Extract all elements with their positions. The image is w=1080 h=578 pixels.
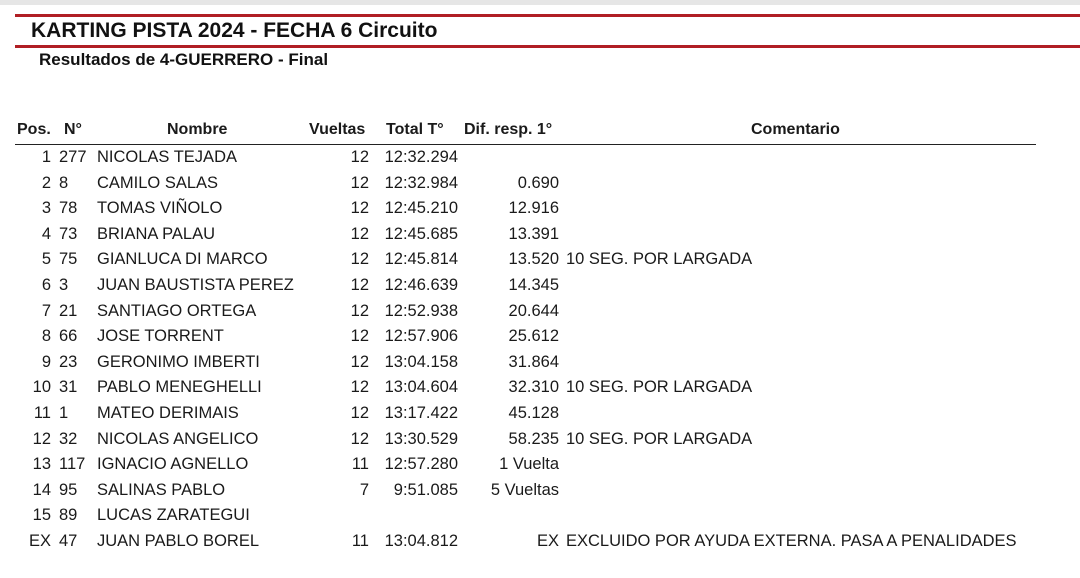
header-laps: Vueltas <box>309 121 366 138</box>
cell-pos: 15 <box>32 506 51 525</box>
cell-num: 32 <box>59 429 78 448</box>
top-bar <box>0 0 1080 5</box>
cell-num: 8 <box>59 173 69 192</box>
table-row <box>0 222 1080 248</box>
cell-name: JUAN PABLO BOREL <box>97 531 259 550</box>
cell-diff: 1 Vuelta <box>499 455 559 474</box>
cell-total-time: 13:04.158 <box>384 352 458 371</box>
table-row <box>0 427 1080 453</box>
cell-num: 3 <box>59 275 69 294</box>
cell-laps: 7 <box>359 480 369 499</box>
cell-name: MATEO DERIMAIS <box>97 403 239 422</box>
cell-num: 1 <box>59 403 69 422</box>
cell-pos: 6 <box>41 275 51 294</box>
table-row <box>0 273 1080 299</box>
cell-pos: 5 <box>41 250 51 269</box>
cell-num: 66 <box>59 327 78 346</box>
cell-pos: 1 <box>41 148 51 166</box>
cell-name: JOSE TORRENT <box>97 327 224 346</box>
cell-total-time: 12:45.210 <box>384 199 458 218</box>
cell-laps: 12 <box>350 352 369 371</box>
cell-num: 75 <box>59 250 78 269</box>
cell-comment: 10 SEG. POR LARGADA <box>566 429 753 448</box>
header-comment: Comentario <box>751 121 840 138</box>
cell-diff: 25.612 <box>508 327 559 346</box>
cell-pos: 7 <box>41 301 51 320</box>
cell-laps: 12 <box>350 173 369 192</box>
cell-name: GERONIMO IMBERTI <box>97 352 260 371</box>
table-row <box>0 324 1080 350</box>
cell-laps: 11 <box>351 455 369 474</box>
cell-comment: EXCLUIDO POR AYUDA EXTERNA. PASA A PENALIDADES <box>566 531 1017 550</box>
cell-diff: 12.916 <box>508 199 559 218</box>
cell-total-time: 12:32.984 <box>384 173 458 192</box>
results-table-body <box>0 145 1080 555</box>
cell-laps: 12 <box>350 275 369 294</box>
header-diff: Dif. resp. 1° <box>464 121 553 138</box>
cell-pos: 3 <box>41 199 51 218</box>
cell-name: PABLO MENEGHELLI <box>97 378 262 397</box>
table-row <box>0 503 1080 529</box>
cell-num: 95 <box>59 480 78 499</box>
page-subtitle: Resultados de 4-GUERRERO - Final <box>39 50 329 69</box>
cell-name: JUAN BAUSTISTA PEREZ <box>97 275 294 294</box>
cell-total-time: 12:46.639 <box>384 275 458 294</box>
cell-diff: 31.864 <box>508 352 559 371</box>
table-row <box>0 145 1080 171</box>
cell-pos: 12 <box>32 429 51 448</box>
cell-diff: EX <box>536 531 559 550</box>
table-row <box>0 247 1080 273</box>
cell-name: NICOLAS TEJADA <box>97 148 237 166</box>
cell-num: 47 <box>59 531 78 550</box>
cell-laps: 12 <box>350 429 369 448</box>
cell-diff: 45.128 <box>508 403 559 422</box>
cell-diff: 14.345 <box>508 275 559 294</box>
cell-total-time: 9:51.085 <box>393 480 458 499</box>
cell-diff: 58.235 <box>508 429 559 448</box>
cell-total-time: 12:57.906 <box>384 327 458 346</box>
cell-total-time: 13:17.422 <box>384 403 458 422</box>
table-row <box>0 350 1080 376</box>
header-pos: Pos. <box>17 121 51 138</box>
cell-num: 117 <box>59 455 86 474</box>
cell-diff: 13.520 <box>508 250 559 269</box>
cell-pos: 10 <box>32 378 51 397</box>
cell-pos: 4 <box>41 224 51 243</box>
cell-comment: 10 SEG. POR LARGADA <box>566 250 753 269</box>
cell-total-time: 13:04.604 <box>384 378 458 397</box>
cell-total-time: 13:30.529 <box>384 429 458 448</box>
cell-total-time: 12:57.280 <box>384 455 458 474</box>
cell-name: SALINAS PABLO <box>97 480 226 499</box>
cell-diff: 32.310 <box>508 378 559 397</box>
cell-num: 21 <box>59 301 78 320</box>
table-row <box>0 529 1080 555</box>
cell-num: 31 <box>59 378 78 397</box>
table-row <box>0 196 1080 222</box>
cell-pos: EX <box>28 531 51 550</box>
cell-num: 277 <box>59 148 87 166</box>
cell-pos: 2 <box>41 173 51 192</box>
cell-name: NICOLAS ANGELICO <box>97 429 259 448</box>
cell-comment: 10 SEG. POR LARGADA <box>566 378 753 397</box>
cell-name: CAMILO SALAS <box>97 173 219 192</box>
cell-laps: 12 <box>350 327 369 346</box>
header-total-time: Total T° <box>386 121 444 138</box>
header-num: N° <box>64 121 82 138</box>
cell-name: GIANLUCA DI MARCO <box>97 250 268 269</box>
title-rule-bottom <box>15 45 1080 48</box>
table-row <box>0 171 1080 197</box>
cell-name: LUCAS ZARATEGUI <box>97 506 250 525</box>
cell-total-time: 12:32.294 <box>384 148 458 166</box>
cell-total-time: 12:45.685 <box>384 224 458 243</box>
table-row <box>0 299 1080 325</box>
table-row <box>0 478 1080 504</box>
cell-laps: 12 <box>350 301 369 320</box>
cell-total-time: 12:52.938 <box>384 301 458 320</box>
cell-name: BRIANA PALAU <box>97 224 215 243</box>
cell-diff: 13.391 <box>508 224 559 243</box>
table-row <box>0 401 1080 427</box>
cell-total-time: 13:04.812 <box>384 531 458 550</box>
cell-pos: 13 <box>32 455 51 474</box>
table-row <box>0 375 1080 401</box>
cell-laps: 12 <box>350 224 369 243</box>
cell-diff: 20.644 <box>508 301 559 320</box>
cell-name: TOMAS VIÑOLO <box>97 199 223 218</box>
cell-laps: 12 <box>350 378 369 397</box>
cell-pos: 9 <box>41 352 51 371</box>
cell-num: 23 <box>59 352 78 371</box>
header-name: Nombre <box>167 121 228 138</box>
cell-pos: 14 <box>32 480 51 499</box>
cell-laps: 12 <box>350 199 369 218</box>
cell-laps: 12 <box>350 148 369 166</box>
page-title: KARTING PISTA 2024 - FECHA 6 Circuito <box>31 19 438 42</box>
cell-name: IGNACIO AGNELLO <box>97 455 249 474</box>
cell-diff: 0.690 <box>517 173 559 192</box>
cell-pos: 8 <box>41 327 51 346</box>
cell-diff: 5 Vueltas <box>490 480 559 499</box>
cell-laps: 12 <box>350 403 369 422</box>
cell-laps: 12 <box>350 250 369 269</box>
cell-pos: 11 <box>33 403 51 422</box>
cell-num: 89 <box>59 506 78 525</box>
cell-num: 78 <box>59 199 78 218</box>
cell-total-time: 12:45.814 <box>384 250 458 269</box>
cell-laps: 11 <box>351 531 369 550</box>
table-row <box>0 452 1080 478</box>
cell-num: 73 <box>59 224 78 243</box>
cell-name: SANTIAGO ORTEGA <box>97 301 257 320</box>
